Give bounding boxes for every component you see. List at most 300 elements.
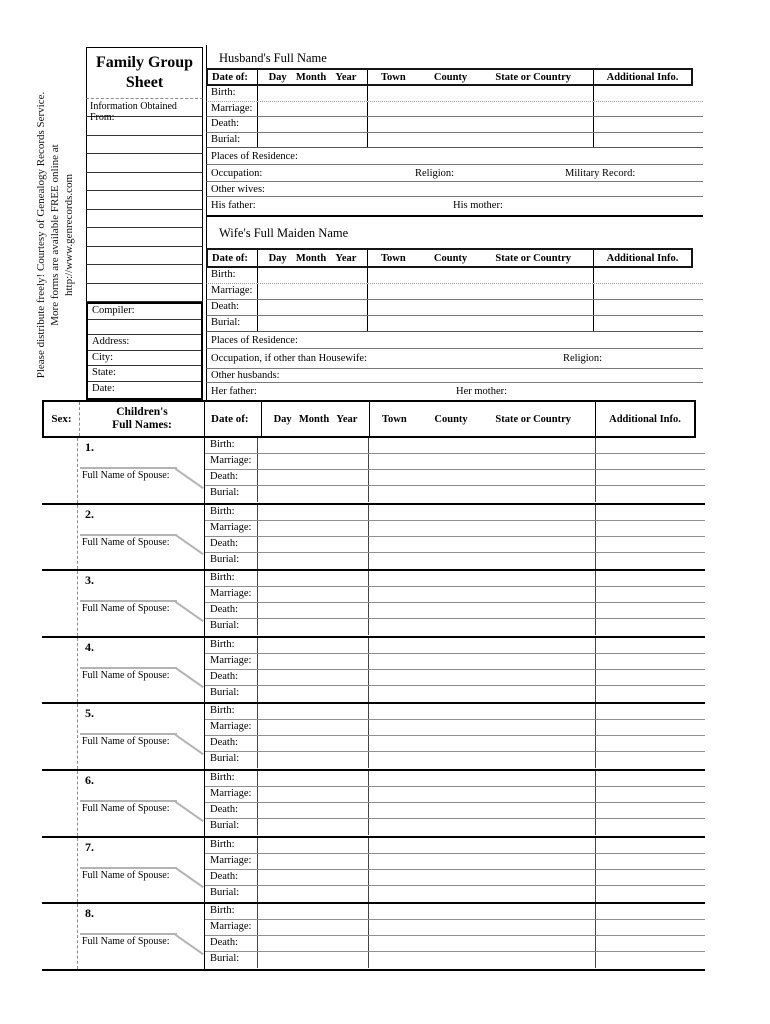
wife-burial-date-field[interactable] (257, 316, 367, 331)
spouse-connector-line (175, 534, 204, 555)
full-name-of-spouse-label: Full Name of Spouse: (82, 470, 170, 481)
child-death-info-field[interactable] (595, 603, 705, 618)
husband-col-additional-info: Additional Info. (593, 70, 691, 84)
burial-label: Burial: (210, 686, 240, 698)
wife-col-place (367, 250, 593, 266)
husband-burial-info-field[interactable] (593, 133, 703, 148)
burial-label: Burial: (211, 133, 241, 145)
info-source-line[interactable] (86, 136, 203, 155)
child-death-place-field[interactable] (368, 603, 595, 618)
child-burial-date-field[interactable] (257, 686, 368, 702)
child-birth-date-field[interactable] (257, 438, 368, 453)
wife-burial-info-field[interactable] (593, 316, 703, 331)
wife-places-of-residence-field[interactable] (206, 332, 703, 349)
child-marriage-info-field[interactable] (595, 587, 705, 602)
child-death-row (205, 936, 705, 952)
child-burial-row (205, 486, 705, 502)
full-name-of-spouse-label: Full Name of Spouse: (82, 669, 170, 681)
child-birth-info-field[interactable] (595, 838, 705, 853)
col-county: County (433, 71, 468, 83)
child-birth-date-field[interactable] (257, 838, 368, 853)
child-burial-row (205, 553, 705, 569)
child-block (42, 438, 705, 505)
col-year: Year (336, 413, 358, 425)
marriage-label: Marriage: (210, 788, 252, 799)
child-dates-cell (205, 704, 705, 769)
child-marriage-row (205, 920, 705, 936)
birth-label: Birth: (211, 87, 236, 98)
child-marriage-info-field[interactable] (595, 454, 705, 469)
child-birth-info-field[interactable] (595, 638, 705, 653)
child-dates-cell (205, 904, 705, 969)
marriage-label: Marriage: (210, 455, 252, 466)
info-source-line[interactable] (86, 191, 203, 210)
husband-birth-date-field[interactable] (257, 86, 367, 101)
child-dates-cell (205, 638, 705, 703)
address-field[interactable] (88, 335, 201, 351)
husband-birth-info-field[interactable] (593, 86, 703, 101)
child-marriage-date-field[interactable] (257, 587, 368, 602)
side-note (34, 74, 78, 396)
child-burial-row (205, 619, 705, 635)
child-marriage-row (205, 654, 705, 670)
child-death-info-field[interactable] (595, 470, 705, 485)
child-name-cell (78, 571, 205, 636)
places-of-residence-label: Places of Residence: (211, 151, 298, 162)
burial-label: Burial: (210, 820, 240, 831)
child-death-place-field[interactable] (368, 936, 595, 951)
child-birth-info-field[interactable] (595, 505, 705, 520)
col-month: Month (298, 413, 330, 425)
wife-death-info-field[interactable] (593, 300, 703, 315)
child-name-cell (78, 638, 205, 703)
child-birth-row (205, 704, 705, 720)
child-birth-info-field[interactable] (595, 571, 705, 586)
child-burial-info-field[interactable] (595, 752, 705, 768)
child-birth-place-field[interactable] (368, 438, 595, 453)
husband-birth-place-field[interactable] (367, 86, 593, 101)
husband-burial-place-field[interactable] (367, 133, 593, 148)
address-label: Address: (92, 336, 130, 348)
child-burial-info-field[interactable] (595, 619, 705, 635)
child-marriage-date-field[interactable] (257, 454, 368, 469)
burial-label: Burial: (210, 753, 240, 765)
child-dates-cell (205, 571, 705, 636)
child-burial-date-field[interactable] (257, 619, 368, 635)
child-number: 3. (85, 573, 94, 588)
spouse-divider-line (80, 600, 177, 602)
spouse-connector-line (175, 468, 204, 489)
child-marriage-info-field[interactable] (595, 787, 705, 802)
child-birth-place-field[interactable] (368, 838, 595, 853)
child-birth-place-field[interactable] (368, 704, 595, 719)
col-county: County (433, 252, 468, 264)
child-marriage-place-field[interactable] (368, 454, 595, 469)
child-sex-field[interactable] (42, 904, 78, 969)
wife-birth-row (206, 268, 703, 284)
child-death-date-field[interactable] (257, 870, 368, 885)
child-marriage-row (205, 521, 705, 537)
death-label: Death: (210, 804, 238, 815)
birth-label: Birth: (210, 572, 235, 584)
marriage-label: Marriage: (211, 285, 253, 296)
burial-label: Burial: (210, 553, 240, 565)
child-birth-date-field[interactable] (257, 704, 368, 719)
full-name-of-spouse-label: Full Name of Spouse: (82, 869, 170, 881)
husband-death-row (206, 117, 703, 133)
full-name-of-spouse-label: Full Name of Spouse: (82, 603, 170, 615)
burial-label: Burial: (210, 886, 240, 898)
child-burial-place-field[interactable] (368, 886, 595, 902)
compiler-label: Compiler: (92, 305, 135, 316)
child-marriage-date-field[interactable] (257, 854, 368, 869)
wife-birth-place-field[interactable] (367, 268, 593, 283)
child-burial-date-field[interactable] (257, 752, 368, 768)
child-name-cell (78, 438, 205, 503)
child-birth-place-field[interactable] (368, 638, 595, 653)
child-marriage-place-field[interactable] (368, 521, 595, 536)
child-death-row (205, 603, 705, 619)
child-marriage-info-field[interactable] (595, 854, 705, 869)
full-name-of-spouse-label: Full Name of Spouse: (82, 936, 170, 948)
child-number: 5. (85, 706, 94, 721)
children-names-line-1: Children's (116, 406, 168, 418)
child-sex-field[interactable] (42, 505, 78, 570)
wife-other-husbands-field[interactable] (206, 369, 703, 383)
child-burial-place-field[interactable] (368, 819, 595, 835)
child-death-place-field[interactable] (368, 736, 595, 751)
child-death-date-field[interactable] (257, 670, 368, 685)
child-sex-field[interactable] (42, 771, 78, 836)
spouse-divider-line (80, 534, 177, 536)
children-col-sex: Sex: (44, 402, 80, 436)
child-birth-info-field[interactable] (595, 438, 705, 453)
child-death-date-field[interactable] (257, 603, 368, 618)
child-marriage-date-field[interactable] (257, 787, 368, 802)
child-death-info-field[interactable] (595, 537, 705, 552)
child-burial-info-field[interactable] (595, 819, 705, 835)
child-death-info-field[interactable] (595, 670, 705, 685)
child-burial-date-field[interactable] (257, 819, 368, 835)
side-note-link[interactable]: http://www.genrecords.com (63, 173, 75, 297)
occupation-label: Occupation: (211, 168, 263, 179)
child-block (42, 838, 705, 905)
child-marriage-info-field[interactable] (595, 920, 705, 935)
full-name-of-spouse-label: Full Name of Spouse: (82, 803, 170, 814)
spouse-divider-line (80, 467, 177, 469)
husband-death-place-field[interactable] (367, 117, 593, 132)
child-marriage-row (205, 854, 705, 870)
child-birth-info-field[interactable] (595, 904, 705, 919)
side-note-line-1: Please distribute freely! Courtesy of Genealogy Records Service. (35, 91, 47, 379)
child-sex-field[interactable] (42, 704, 78, 769)
child-block (42, 505, 705, 572)
wife-col-day-month-year (257, 250, 367, 266)
child-block (42, 771, 705, 838)
child-death-info-field[interactable] (595, 736, 705, 751)
child-birth-date-field[interactable] (257, 571, 368, 586)
husband-occupation-field[interactable] (206, 165, 703, 182)
death-label: Death: (211, 118, 239, 129)
child-marriage-date-field[interactable] (257, 720, 368, 735)
child-burial-date-field[interactable] (257, 553, 368, 569)
husband-marriage-row (206, 102, 703, 118)
death-label: Death: (210, 937, 238, 949)
child-burial-place-field[interactable] (368, 486, 595, 502)
date-field[interactable] (88, 382, 201, 398)
marriage-label: Marriage: (210, 588, 252, 600)
child-marriage-row (205, 454, 705, 470)
child-burial-info-field[interactable] (595, 553, 705, 569)
birth-label: Birth: (210, 638, 235, 650)
child-burial-info-field[interactable] (595, 486, 705, 502)
form-title (86, 47, 203, 99)
child-birth-info-field[interactable] (595, 704, 705, 719)
compiler-box (86, 302, 203, 400)
child-death-place-field[interactable] (368, 470, 595, 485)
marriage-label: Marriage: (210, 854, 252, 866)
child-burial-date-field[interactable] (257, 952, 368, 968)
husband-body (206, 86, 703, 215)
state-field[interactable] (88, 366, 201, 382)
child-marriage-date-field[interactable] (257, 654, 368, 669)
child-name-cell (78, 838, 205, 903)
his-father-label: His father: (211, 200, 256, 211)
wife-marriage-row (206, 284, 703, 300)
child-marriage-place-field[interactable] (368, 587, 595, 602)
marriage-label: Marriage: (210, 654, 252, 666)
child-death-info-field[interactable] (595, 803, 705, 818)
full-name-of-spouse-label: Full Name of Spouse: (82, 536, 170, 548)
birth-label: Birth: (210, 705, 235, 717)
child-burial-info-field[interactable] (595, 886, 705, 902)
child-burial-row (205, 886, 705, 902)
child-death-row (205, 470, 705, 486)
child-marriage-place-field[interactable] (368, 787, 595, 802)
child-birth-date-field[interactable] (257, 771, 368, 786)
child-burial-place-field[interactable] (368, 752, 595, 768)
child-burial-row (205, 686, 705, 702)
child-sex-field[interactable] (42, 438, 78, 503)
marriage-label: Marriage: (210, 921, 252, 933)
wife-marriage-info-field[interactable] (593, 284, 703, 299)
child-marriage-row (205, 787, 705, 803)
child-burial-place-field[interactable] (368, 619, 595, 635)
spouse-connector-line (175, 601, 204, 622)
marriage-label: Marriage: (211, 102, 253, 114)
children-header-row (42, 400, 696, 438)
child-marriage-place-field[interactable] (368, 654, 595, 669)
child-marriage-place-field[interactable] (368, 920, 595, 935)
religion-label: Religion: (415, 168, 455, 179)
child-burial-info-field[interactable] (595, 952, 705, 968)
child-death-info-field[interactable] (595, 870, 705, 885)
child-birth-place-field[interactable] (368, 505, 595, 520)
child-birth-info-field[interactable] (595, 771, 705, 786)
other-husbands-label: Other husbands: (211, 370, 280, 381)
child-burial-info-field[interactable] (595, 686, 705, 702)
col-county: County (434, 413, 468, 425)
child-marriage-info-field[interactable] (595, 654, 705, 669)
city-label: City: (92, 351, 114, 363)
birth-label: Birth: (210, 905, 235, 917)
child-block (42, 704, 705, 771)
child-number: 2. (85, 506, 94, 521)
col-month: Month (295, 71, 327, 83)
child-birth-place-field[interactable] (368, 904, 595, 919)
husband-places-of-residence-field[interactable] (206, 148, 703, 165)
other-wives-label: Other wives: (211, 184, 265, 195)
burial-label: Burial: (210, 620, 240, 632)
wife-death-place-field[interactable] (367, 300, 593, 315)
child-sex-field[interactable] (42, 638, 78, 703)
col-state-or-country: State or Country (495, 252, 571, 264)
husband-burial-date-field[interactable] (257, 133, 367, 148)
child-death-date-field[interactable] (257, 736, 368, 751)
child-birth-place-field[interactable] (368, 571, 595, 586)
col-day: Day (268, 252, 287, 264)
child-death-row (205, 870, 705, 886)
death-label: Death: (210, 604, 238, 616)
child-burial-place-field[interactable] (368, 952, 595, 968)
child-burial-date-field[interactable] (257, 486, 368, 502)
info-source-line[interactable] (86, 284, 203, 303)
child-birth-date-field[interactable] (257, 638, 368, 653)
wife-burial-place-field[interactable] (367, 316, 593, 331)
child-sex-field[interactable] (42, 571, 78, 636)
husband-parents-field[interactable] (206, 197, 703, 215)
death-label: Death: (210, 537, 238, 549)
wife-title-label: Wife's Full Maiden Name (219, 226, 349, 240)
wife-marriage-place-field[interactable] (367, 284, 593, 299)
child-birth-date-field[interactable] (257, 505, 368, 520)
child-death-date-field[interactable] (257, 803, 368, 818)
places-of-residence-label: Places of Residence: (211, 335, 298, 346)
child-birth-row (205, 438, 705, 454)
col-year: Year (335, 71, 357, 83)
child-death-row (205, 537, 705, 553)
col-month: Month (295, 252, 327, 264)
her-father-label: Her father: (211, 386, 257, 397)
wife-parents-field[interactable] (206, 383, 703, 400)
child-birth-place-field[interactable] (368, 771, 595, 786)
child-death-date-field[interactable] (257, 537, 368, 552)
child-marriage-row (205, 587, 705, 603)
child-death-place-field[interactable] (368, 670, 595, 685)
husband-header-row (206, 68, 693, 86)
child-name-cell (78, 505, 205, 570)
child-sex-field[interactable] (42, 838, 78, 903)
info-source-line[interactable] (86, 265, 203, 284)
spouse-connector-line (175, 934, 204, 955)
info-source-line[interactable] (86, 173, 203, 192)
child-marriage-place-field[interactable] (368, 720, 595, 735)
wife-death-date-field[interactable] (257, 300, 367, 315)
husband-col-date-of: Date of: (212, 71, 248, 83)
birth-label: Birth: (210, 439, 235, 450)
husband-col-day-month-year (257, 70, 367, 84)
child-marriage-place-field[interactable] (368, 854, 595, 869)
info-source-line[interactable] (86, 154, 203, 173)
husband-death-info-field[interactable] (593, 117, 703, 132)
wife-marriage-date-field[interactable] (257, 284, 367, 299)
child-number: 7. (85, 839, 94, 854)
husband-death-date-field[interactable] (257, 117, 367, 132)
child-number: 8. (85, 906, 94, 921)
children-col-place (370, 402, 596, 436)
city-field[interactable] (88, 351, 201, 367)
husband-section-title (206, 45, 693, 68)
birth-label: Birth: (210, 838, 235, 850)
wife-birth-info-field[interactable] (593, 268, 703, 283)
spouse-divider-line (80, 867, 177, 869)
occupation-housewife-label: Occupation, if other than Housewife: (211, 353, 367, 364)
child-burial-place-field[interactable] (368, 553, 595, 569)
form-title-line-2: Sheet (125, 74, 164, 91)
left-panel (86, 47, 203, 400)
child-marriage-date-field[interactable] (257, 920, 368, 935)
children-col-date-of: Date of: (205, 402, 262, 436)
spouse-connector-line (175, 734, 204, 755)
birth-label: Birth: (210, 505, 235, 517)
child-number: 1. (85, 440, 94, 454)
death-label: Death: (210, 670, 238, 682)
col-state-or-country: State or Country (495, 413, 571, 425)
child-death-info-field[interactable] (595, 936, 705, 951)
child-marriage-info-field[interactable] (595, 521, 705, 536)
compiler-field[interactable] (88, 304, 201, 320)
marriage-label: Marriage: (210, 721, 252, 733)
child-name-cell (78, 904, 205, 969)
wife-birth-date-field[interactable] (257, 268, 367, 283)
child-block (42, 638, 705, 705)
husband-marriage-date-field[interactable] (257, 102, 367, 117)
child-dates-cell (205, 505, 705, 570)
state-label: State: (92, 367, 116, 379)
wife-occupation-field[interactable] (206, 349, 703, 369)
child-number: 6. (85, 773, 94, 787)
child-marriage-info-field[interactable] (595, 720, 705, 735)
date-label: Date: (92, 382, 115, 394)
child-birth-date-field[interactable] (257, 904, 368, 919)
compiler-extra-line[interactable] (88, 320, 201, 336)
info-source-line[interactable] (86, 247, 203, 266)
children-col-full-names (80, 402, 205, 436)
wife-death-row (206, 300, 703, 316)
husband-other-wives-field[interactable] (206, 182, 703, 197)
child-burial-place-field[interactable] (368, 686, 595, 702)
child-death-place-field[interactable] (368, 870, 595, 885)
info-source-line[interactable] (86, 210, 203, 229)
child-death-place-field[interactable] (368, 803, 595, 818)
child-birth-row (205, 571, 705, 587)
form-title-line-1: Family Group (95, 54, 194, 71)
child-burial-date-field[interactable] (257, 886, 368, 902)
child-death-place-field[interactable] (368, 537, 595, 552)
child-marriage-date-field[interactable] (257, 521, 368, 536)
child-death-row (205, 736, 705, 752)
wife-col-additional-info: Additional Info. (593, 250, 691, 266)
info-source-line[interactable] (86, 228, 203, 247)
child-death-date-field[interactable] (257, 936, 368, 951)
husband-marriage-info-field[interactable] (593, 102, 703, 117)
husband-col-place (367, 70, 593, 84)
husband-marriage-place-field[interactable] (367, 102, 593, 117)
child-death-date-field[interactable] (257, 470, 368, 485)
wife-section-title (206, 215, 703, 248)
child-birth-row (205, 838, 705, 854)
burial-label: Burial: (210, 953, 240, 965)
